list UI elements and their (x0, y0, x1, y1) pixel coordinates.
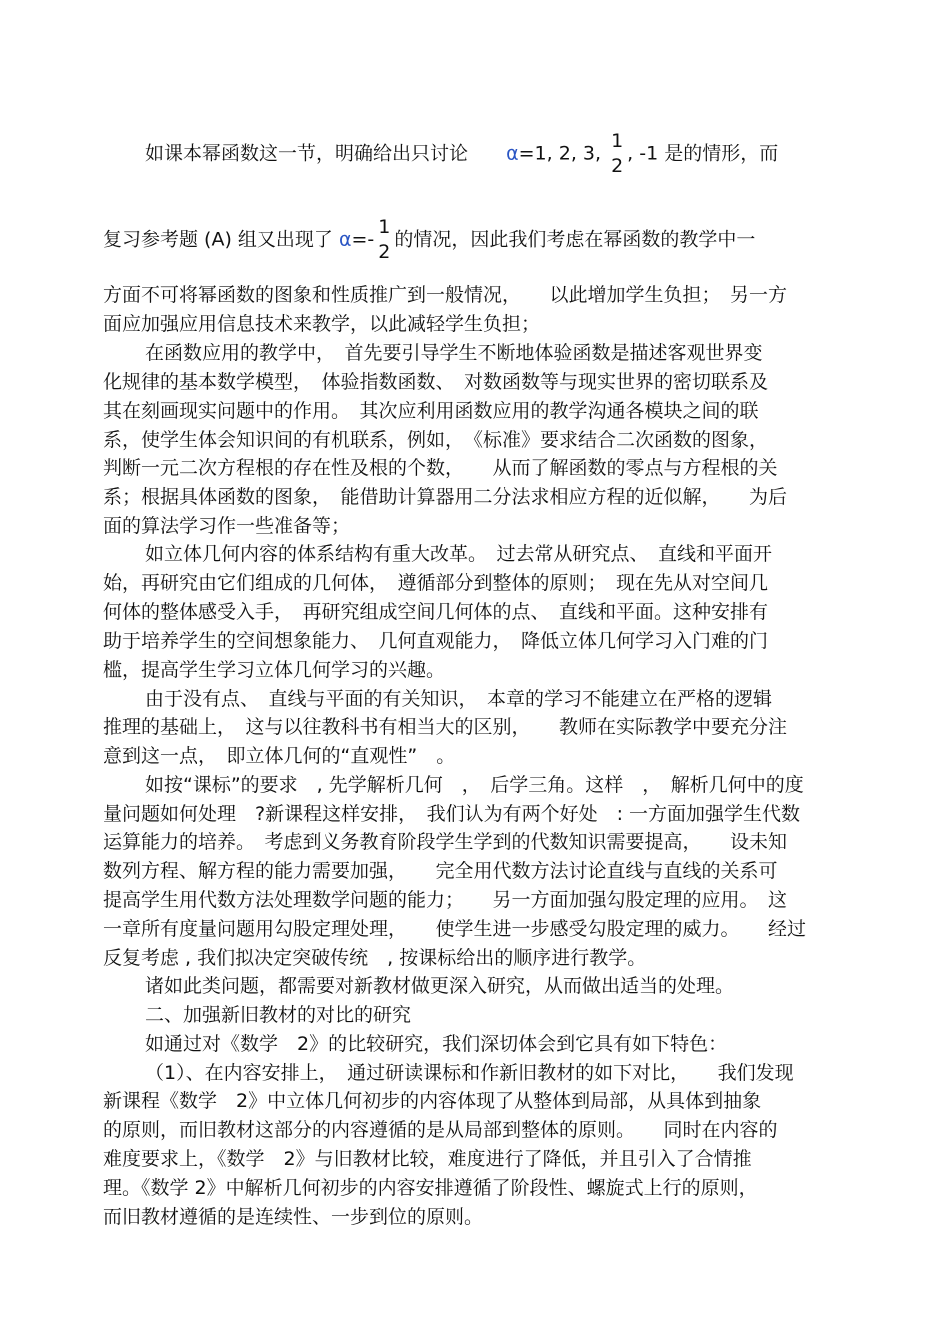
text-line: 理。《数学 2》中解析几何初步的内容安排遵循了阶段性、螺旋式上行的原则， (103, 1177, 758, 1199)
line1-values: =1, 2, 3, (518, 142, 602, 165)
line2-text-b: 的情况，因此我们考虑在幂函数的教学中一 (394, 228, 756, 251)
line2-eq: =- (351, 228, 375, 251)
text-line: 方面不可将幂函数的图象和性质推广到一般情况， 以此增加学生负担； 另一方 (103, 284, 788, 306)
text-line: 一章所有度量问题用勾股定理处理， 使学生进一步感受勾股定理的威力。 经过 (103, 918, 807, 940)
alpha-symbol-2: α (338, 228, 352, 251)
line1-text-b: , -1 是的情形，而 (627, 142, 779, 165)
text-line: 如按“课标”的要求 , 先学解析几何 ， 后学三角。这样 ， 解析几何中的度 (145, 774, 804, 796)
text-line: 推理的基础上， 这与以往教科书有相当大的区别， 教师在实际教学中要充分注 (103, 716, 788, 738)
text-line: 助于培养学生的空间想象能力、 几何直观能力， 降低立体几何学习入门难的门 (103, 630, 769, 652)
section-heading: 二、加强新旧教材的对比的研究 (145, 1004, 412, 1026)
text-line-2 (103, 216, 756, 263)
text-line: 如立体几何内容的体系结构有重大改革。 过去常从研究点、 直线和平面开 (145, 543, 773, 565)
fraction-denominator: 2 (611, 155, 624, 177)
text-line: 数列方程、解方程的能力需要加强， 完全用代数方法讨论直线与直线的关系可 (103, 860, 778, 882)
text-line: 提高学生用代数方法处理数学问题的能力； 另一方面加强勾股定理的应用。 这 (103, 889, 788, 911)
text-line: 的原则，而旧教材这部分的内容遵循的是从局部到整体的原则。 同时在内容的 (103, 1119, 778, 1141)
text-line: 反复考虑 , 我们拟决定突破传统 , 按课标给出的顺序进行教学。 (103, 947, 647, 969)
fraction-numerator: 1 (611, 130, 624, 152)
fraction-neg-one-half (376, 218, 392, 262)
text-line: 量问题如何处理 ?新课程这样安排， 我们认为有两个好处 : 一方面加强学生代数 (103, 803, 801, 825)
text-line: 始，再研究由它们组成的几何体， 遵循部分到整体的原则； 现在先从对空间几 (103, 572, 769, 594)
text-line: （1）、在内容安排上， 通过研读课标和作新旧教材的如下对比， 我们发现 (145, 1062, 794, 1084)
text-line: 判断一元二次方程根的存在性及根的个数， 从而了解函数的零点与方程根的关 (103, 457, 778, 479)
text-line: 在函数应用的教学中， 首先要引导学生不断地体验函数是描述客观世界变 (145, 342, 763, 364)
text-line: 如通过对《数学 2》的比较研究，我们深切体会到它具有如下特色： (145, 1033, 728, 1055)
text-line: 系，使学生体会知识间的有机联系，例如， 《标准》要求结合二次函数的图象， (103, 429, 769, 451)
text-line: 新课程《数学 2》中立体几何初步的内容体现了从整体到局部，从具体到抽象 (103, 1090, 762, 1112)
text-line: 由于没有点、 直线与平面的有关知识， 本章的学习不能建立在严格的逻辑 (145, 688, 773, 710)
text-line: 面应加强应用信息技术来教学，以此减轻学生负担； (103, 313, 541, 335)
text-line: 系；根据具体函数的图象， 能借助计算器用二分法求相应方程的近似解， 为后 (103, 486, 788, 508)
text-line: 面的算法学习作一些准备等； (103, 515, 351, 537)
text-line: 槛，提高学生学习立体几何学习的兴趣。 (103, 659, 446, 681)
fraction-denominator-2: 2 (378, 241, 391, 263)
text-line: 化规律的基本数学模型， 体验指数函数、 对数函数等与现实世界的密切联系及 (103, 371, 769, 393)
fraction-one-half (609, 132, 625, 176)
line2-text-a: 复习参考题 (A) 组又出现了 (103, 228, 333, 251)
text-line: 诸如此类问题，都需要对新教材做更深入研究，从而做出适当的处理。 (145, 975, 735, 997)
line1-text-a: 如课本幂函数这一节，明确给出只讨论 (145, 142, 469, 165)
text-line: 其在刻画现实问题中的作用。 其次应利用函数应用的教学沟通各模块之间的联 (103, 400, 759, 422)
text-line: 运算能力的培养。 考虑到义务教育阶段学生学到的代数知识需要提高， 设未知 (103, 831, 788, 853)
text-line: 何体的整体感受入手， 再研究组成空间几何体的点、 直线和平面。这种安排有 (103, 601, 769, 623)
fraction-numerator-2: 1 (378, 216, 391, 238)
text-line-1 (145, 130, 779, 177)
text-line: 难度要求上，《数学 2》与旧教材比较，难度进行了降低，并且引入了合情推 (103, 1148, 752, 1170)
text-line: 而旧教材遵循的是连续性、一步到位的原则。 (103, 1206, 484, 1228)
text-line: 意到这一点， 即立体几何的“直观性” 。 (103, 745, 456, 767)
alpha-symbol: α (506, 142, 519, 165)
